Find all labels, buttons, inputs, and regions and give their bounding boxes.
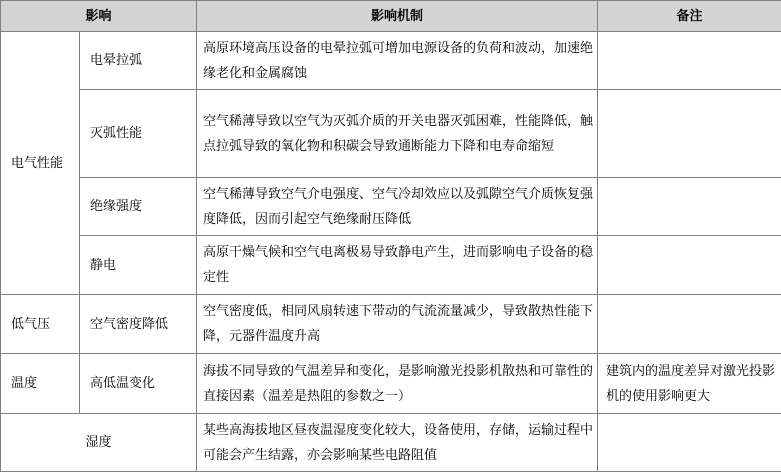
note-cell [598, 32, 781, 90]
table-row [1, 354, 781, 414]
header-mechanism: 影响机制 [197, 1, 598, 32]
note-cell [598, 414, 781, 472]
header-impact: 影响 [1, 1, 197, 32]
sub-item-cell: 静电 [80, 236, 197, 295]
category-cell: 温度 [1, 354, 80, 414]
note-cell [598, 90, 781, 178]
mechanism-cell: 空气稀薄导致以空气为灭弧介质的开关电器灭弧困难，性能降低，触点拉弧导致的氧化物和积碳会导致通断能力下降和电寿命缩短 [197, 90, 598, 178]
sub-item-cell: 灭弧性能 [80, 90, 197, 178]
table-row [1, 90, 781, 178]
mechanism-cell: 空气密度低，相同风扇转速下带动的气流流量减少，导致散热性能下降，元器件温度升高 [197, 295, 598, 354]
sub-item-cell: 空气密度降低 [80, 295, 197, 354]
mechanism-cell: 空气稀薄导致空气介电强度、空气冷却效应以及弧隙空气介质恢复强度降低，因而引起空气绝缘耐压降低 [197, 178, 598, 236]
mechanism-cell: 某些高海拔地区昼夜温湿度变化较大，设备使用，存储，运输过程中 可能会产生结露，亦会影响某些电路阻值 [197, 414, 598, 472]
category-cell: 湿度 [1, 414, 197, 472]
note-cell [598, 236, 781, 295]
mechanism-cell: 高原环境高压设备的电晕拉弧可增加电源设备的负荷和波动，加速绝缘老化和金属腐蚀 [197, 32, 598, 90]
note-cell [598, 295, 781, 354]
header-note: 备注 [598, 1, 781, 32]
table-row [1, 295, 781, 354]
mechanism-cell: 高原干燥气候和空气电离极易导致静电产生，进而影响电子设备的稳定性 [197, 236, 598, 295]
mechanism-cell: 海拔不同导致的气温差异和变化，是影响激光投影机散热和可靠性的直接因素（温差是热阻的参数之一） [197, 354, 598, 414]
category-cell: 电气性能 [1, 32, 80, 295]
header-row [1, 1, 781, 32]
table-row [1, 236, 781, 295]
note-cell: 建筑内的温度差异对激光投影机的使用影响更大 [598, 354, 781, 414]
note-cell [598, 178, 781, 236]
table-row [1, 414, 781, 472]
table-row [1, 178, 781, 236]
table-row [1, 32, 781, 90]
sub-item-cell: 电晕拉弧 [80, 32, 197, 90]
sub-item-cell: 高低温变化 [80, 354, 197, 414]
category-cell: 低气压 [1, 295, 80, 354]
sub-item-cell: 绝缘强度 [80, 178, 197, 236]
